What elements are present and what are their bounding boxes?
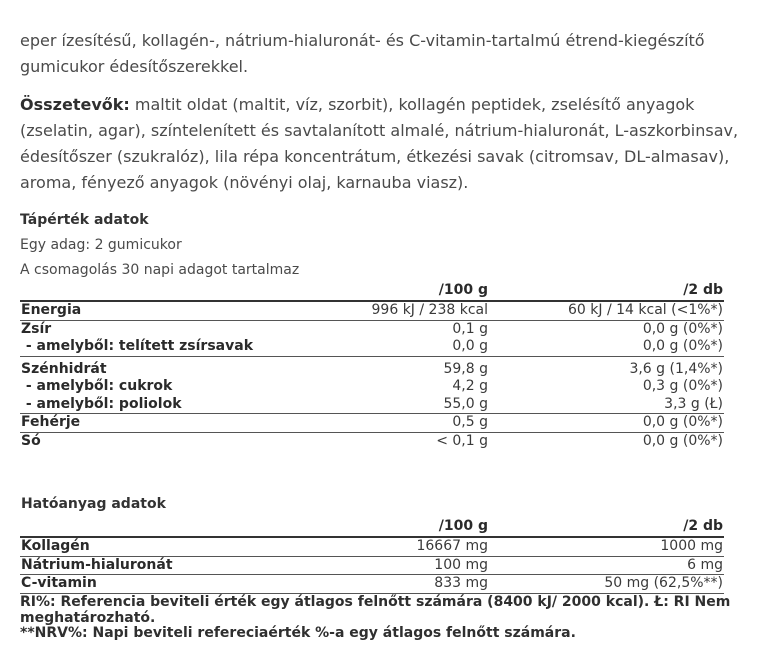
value-per-100g: 100 mg [434, 556, 488, 573]
table-row [20, 338, 724, 357]
nutrient-name: Energia [21, 302, 82, 318]
value-per-100g: 0,0 g [452, 338, 488, 354]
product-description: eper ízesítésű, kollagén-, nátrium-hialuronát- és C-vitamin-tartalmú étrend-kiegészítő gumicukor édesítőszerekkel. [20, 31, 705, 76]
nutrient-name: Szénhidrát [21, 360, 107, 377]
value-per-2db: 50 mg (62,5%**) [604, 575, 723, 591]
ri-footnote: RI%: Referencia beviteli érték egy átlagos felnőtt számára (8400 kJ/ 2000 kcal). Ł: RI Nem meghatározható. [20, 594, 731, 626]
column-header-100g: /100 g [438, 518, 488, 534]
table-row [20, 378, 724, 396]
column-header-2db: /2 db [683, 282, 723, 298]
table-row [20, 361, 724, 379]
value-per-100g: 833 mg [434, 575, 488, 591]
value-per-100g: < 0,1 g [436, 432, 488, 449]
value-per-2db: 1000 mg [660, 538, 723, 554]
ingredient-name: Kollagén [21, 538, 90, 554]
column-header-100g: /100 g [438, 282, 488, 298]
value-per-100g: 16667 mg [416, 538, 488, 554]
value-per-2db: 0,0 g (0%*) [642, 414, 723, 430]
table-row [20, 302, 724, 321]
nutrition-table [20, 280, 724, 450]
value-per-2db: 6 mg [687, 556, 723, 573]
nutrient-name: - amelyből: poliolok [21, 395, 182, 412]
value-per-100g: 59,8 g [443, 360, 488, 377]
active-table-header [20, 516, 724, 538]
value-per-2db: 0,3 g (0%*) [642, 378, 723, 394]
nutrition-table-header [20, 280, 724, 302]
value-per-2db: 3,3 g (Ł) [664, 395, 723, 412]
table-row [20, 538, 724, 557]
value-per-2db: 3,6 g (1,4%*) [629, 360, 723, 377]
value-per-100g: 55,0 g [443, 395, 488, 412]
value-per-2db: 0,0 g (0%*) [642, 320, 723, 337]
serving-size: Egy adag: 2 gumicukor [20, 237, 182, 253]
package-info: A csomagolás 30 napi adagot tartalmaz [20, 262, 300, 278]
ingredient-name: C-vitamin [21, 575, 97, 591]
table-row [20, 575, 724, 594]
table-row [20, 321, 724, 339]
table-row [20, 414, 724, 433]
ingredients-text: maltit oldat (maltit, víz, szorbit), kollagén peptidek, zselésítő anyagok (zselatin, agar), színtelenített és savtalanított almalé, nátrium-hialuronát, L-aszkorbinsav, édesítőszer (szukralóz), lila répa koncentrátum, étkezési savak (citromsav, DL-almasav), aroma, fényező anyagok (növényi olaj, karnauba viasz). [20, 95, 739, 192]
nrv-footnote: **NRV%: Napi beviteli refereciaérték %-a egy átlagos felnőtt számára. [20, 625, 576, 641]
ingredients-paragraph [20, 92, 742, 196]
value-per-2db: 0,0 g (0%*) [642, 432, 723, 449]
value-per-2db: 0,0 g (0%*) [642, 338, 723, 354]
active-ingredients-table [20, 516, 724, 594]
nutrient-name: Fehérje [21, 414, 81, 430]
value-per-100g: 996 kJ / 238 kcal [371, 302, 488, 318]
value-per-100g: 0,5 g [452, 414, 488, 430]
table-row [20, 557, 724, 576]
table-row [20, 433, 724, 451]
nutrient-name: Só [21, 432, 41, 449]
ingredients-label: Összetevők: [20, 95, 130, 114]
value-per-100g: 4,2 g [452, 378, 488, 394]
table-row [20, 396, 724, 415]
nutrient-name: - amelyből: telített zsírsavak [21, 338, 254, 354]
active-ingredients-title: Hatóanyag adatok [21, 496, 166, 512]
nutrient-name: Zsír [21, 320, 52, 337]
nutrient-name: - amelyből: cukrok [21, 378, 173, 394]
value-per-100g: 0,1 g [452, 320, 488, 337]
value-per-2db: 60 kJ / 14 kcal (<1%*) [568, 302, 723, 318]
column-header-2db: /2 db [683, 518, 723, 534]
nutrition-title: Tápérték adatok [20, 212, 149, 228]
ingredient-name: Nátrium-hialuronát [21, 556, 173, 573]
